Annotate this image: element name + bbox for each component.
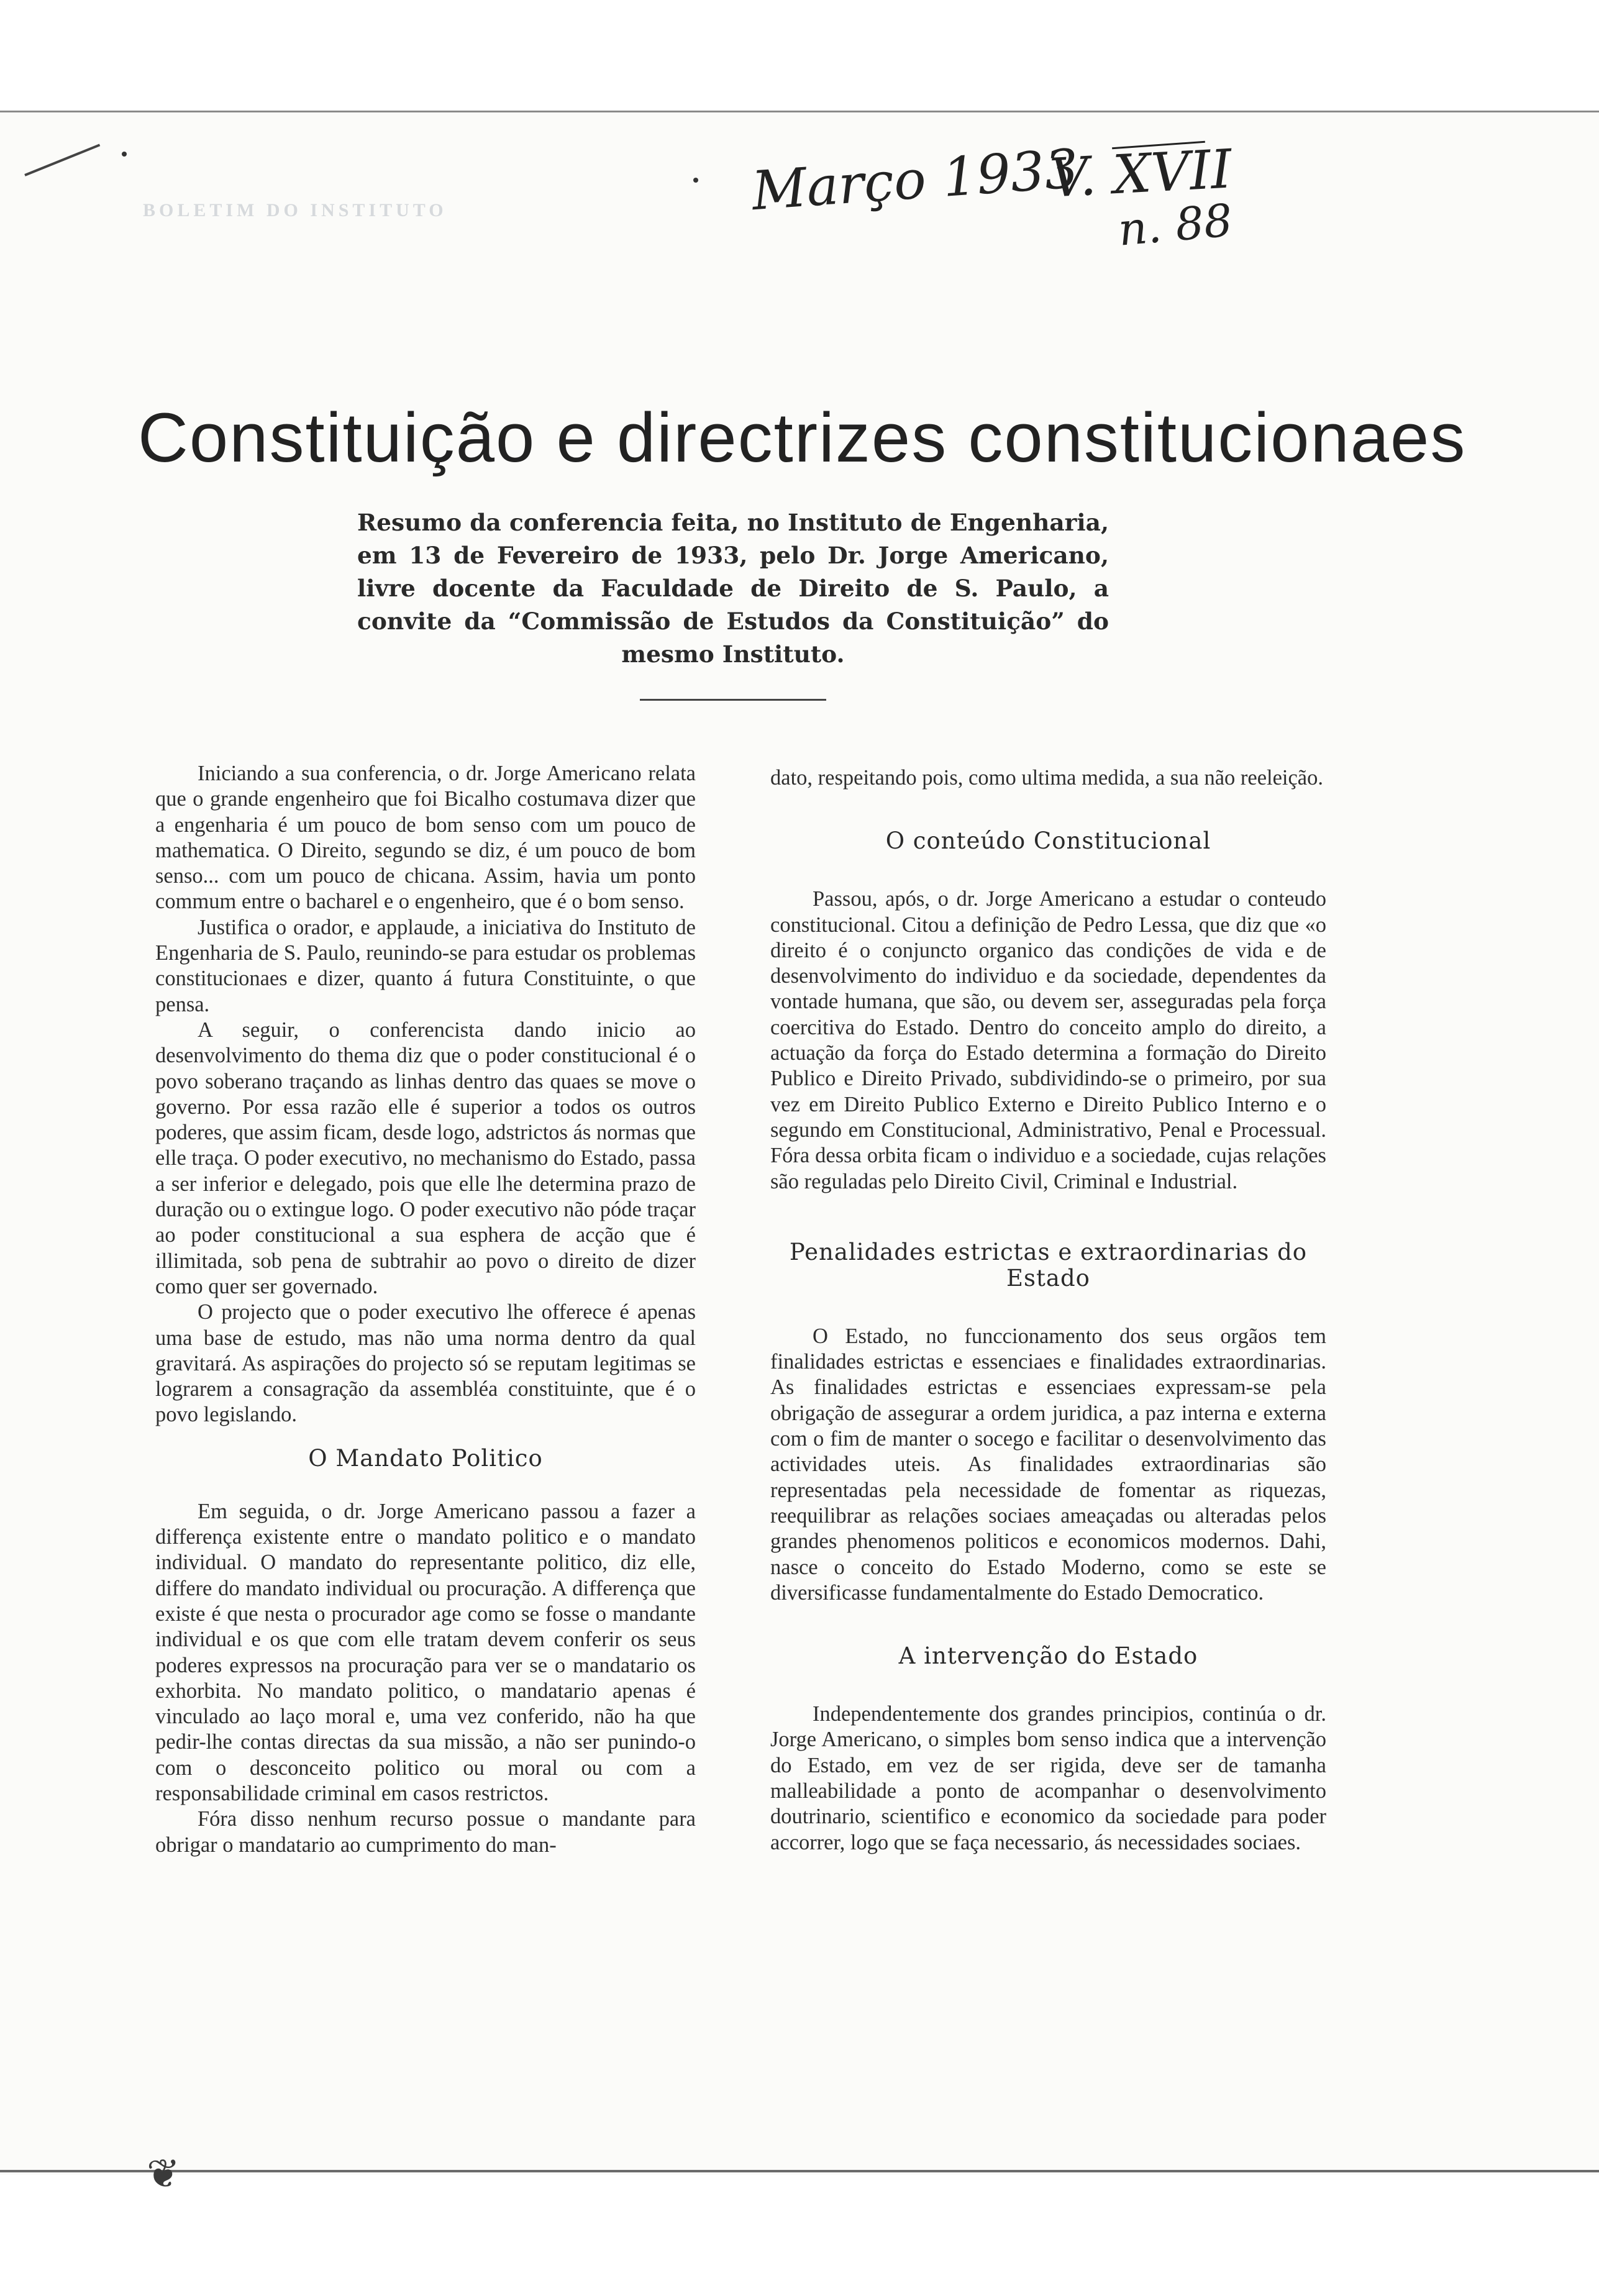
handwritten-number: n. 88 xyxy=(1116,194,1235,256)
paragraph: A seguir, o conferencista dando inicio ao desenvolvimento do thema diz que o poder constitucional é o povo soberano traçando as linhas dentro das quaes se move o governo. Por essa razão elle é superior a todos os outros poderes, que assim ficam, desde logo, adstrictos ás normas que elle traça. O poder executivo, no mechanismo do Estado, passa a ser inferior e delegado, pois que elle lhe determina prazo de duração ou o extingue logo. O poder executivo não póde traçar ao poder constitucional a sua esphera de acção que é illimitada, sob pena de subtrahir ao povo o direito de dizer como quer ser governado. xyxy=(155,1018,696,1298)
paragraph: Em seguida, o dr. Jorge Americano passou a fazer a differença existente entre o mandato politico e o mandato individual. O mandato do representante politico, diz elle, differe do mandato individual ou procuração. A differença que existe é que nesta o procurador age como se fosse o mandante individual e os que com elle tratam devem conferir os seus poderes expressos na procuração para ver se o mandatario os exhorbita. No mandato politico, o mandatario apenas é vinculado ao laço moral e, uma vez conferido, não ha que pedir-lhe contas directas da sua missão, a não ser punindo-o com o desconceito politico ou moral ou com a responsabilidade criminal em casos restrictos. xyxy=(155,1499,696,1805)
ornament-icon: ❦ xyxy=(147,2152,180,2196)
faded-running-head: BOLETIM DO INSTITUTO xyxy=(143,200,447,221)
paragraph: Passou, após, o dr. Jorge Americano a estudar o conteudo constitucional. Citou a definição de Pedro Lessa, que diz que «o direito é o conjuncto organico das condições de vida e de desenvolvimento do individuo e da sociedade, dependentes da vontade humana, que são, ou devem ser, asseguradas pela força coercitiva do Estado. Dentro do conceito amplo do direito, a actuação da força do Estado determina a formação do Direito Publico e Direito Privado, subdividindo-se o primeiro, por sua vez em Direito Publico Externo e Direito Publico Interno e o segundo em Constitucional, Administrativo, Penal e Processual. Fóra dessa orbita ficam o individuo e a sociedade, cujas relações são reguladas pelo Direito Civil, Criminal e Industrial. xyxy=(770,887,1326,1193)
title-divider xyxy=(640,699,826,701)
left-column xyxy=(155,761,696,1858)
right-column xyxy=(770,765,1326,1856)
ink-dot xyxy=(693,178,698,183)
section-heading-mandato: O Mandato Politico xyxy=(308,1444,543,1472)
bottom-rule xyxy=(0,2170,1599,2172)
section-heading-conteudo: O conteúdo Constitucional xyxy=(885,827,1211,855)
paragraph: O projecto que o poder executivo lhe offerece é apenas uma base de estudo, mas não uma norma dentro da qual gravitará. As aspirações do projecto só se reputam legitimas se lograrem a consagração da assembléa constituinte, que é o povo legislando. xyxy=(155,1300,696,1427)
article-subtitle: Resumo da conferencia feita, no Instituto de Engenharia, em 13 de Fevereiro de 1933, pelo Dr. Jorge Americano, livre docente da Faculdade de Direito de S. Paulo, a convite da “Commissão de Estudos da Constituição” do mesmo Instituto. xyxy=(357,509,1109,668)
paragraph: Fóra disso nenhum recurso possue o mandante para obrigar o mandatario ao cumprimento do man- xyxy=(155,1807,696,1857)
article-title: Constituição e directrizes constitucionaes xyxy=(138,399,1467,476)
paragraph: O Estado, no funccionamento dos seus orgãos tem finalidades estrictas e essenciaes e finalidades extraordinarias. As finalidades estrictas e essenciaes expressam-se pela obrigação de assegurar a ordem juridica, a paz interna e externa com o fim de manter o socego e facilitar o desenvolvimento das actividades uteis. As finalidades extraordinarias são representadas pela necessidade de fomentar as riquezas, reequilibrar as relações sociaes ameaçadas ou alteradas pelos grandes phenomenos politicos e economicos modernos. Dahi, nasce o conceito do Estado Moderno, como se este se diversificasse fundamentalmente do Estado Democratico. xyxy=(770,1324,1326,1605)
paragraph: Iniciando a sua conferencia, o dr. Jorge Americano relata que o grande engenheiro que foi Bicalho costumava dizer que a engenharia é um pouco de bom senso com um pouco de mathematica. O Direito, segundo se diz, é um pouco de bom senso... com um pouco de chicana. Assim, havia um ponto commum entre o bacharel e o engenheiro, que é o bom senso. xyxy=(155,762,696,914)
paragraph: Justifica o orador, e applaude, a iniciativa do Instituto de Engenharia de S. Paulo, reunindo-se para estudar os problemas constitucionaes e dizer, quanto á futura Constituinte, o que pensa. xyxy=(155,915,696,1016)
handwritten-date: Março 1933 xyxy=(750,137,1081,223)
section-heading-penalidades: Penalidades estrictas e extraordinarias do Estado xyxy=(789,1238,1308,1292)
paragraph: Independentemente dos grandes principios, continúa o dr. Jorge Americano, o simples bom senso indica que a intervenção do Estado, em vez de ser rigida, deve ser de tamanha malleabilidade a ponto de acompanhar o desenvolvimento doutrinario, scientifico e economico da sociedade para poder accorrer, logo que se faça necessario, ás necessidades sociaes. xyxy=(770,1702,1326,1854)
paragraph: dato, respeitando pois, como ultima medida, a sua não reeleição. xyxy=(770,766,1323,790)
section-heading-intervencao: A intervenção do Estado xyxy=(898,1642,1198,1670)
ink-dot xyxy=(122,152,127,157)
handwritten-volume: V. XVII xyxy=(1048,138,1234,210)
